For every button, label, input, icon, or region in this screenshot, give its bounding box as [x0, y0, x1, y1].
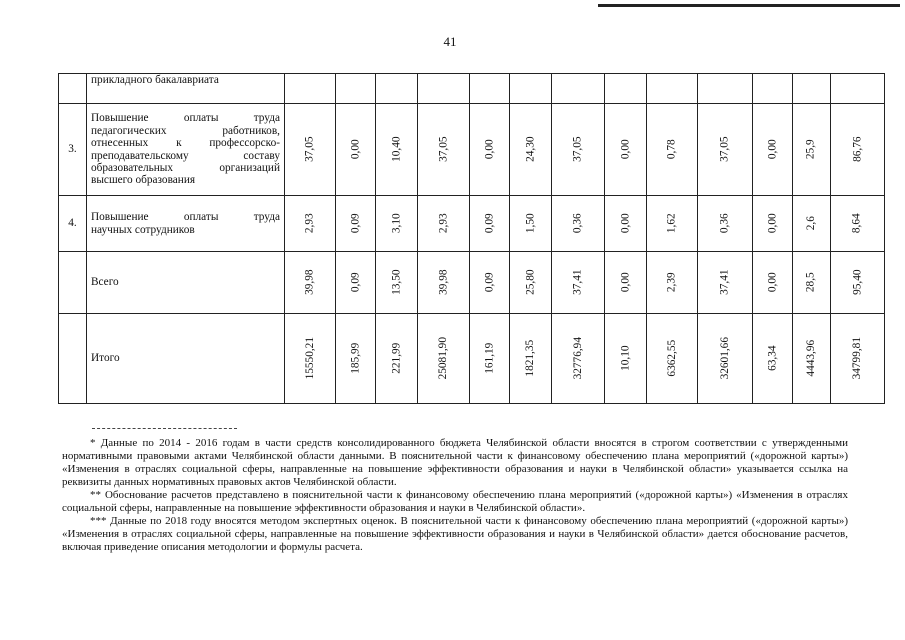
- value-cell: [470, 252, 510, 314]
- row-name-line: высшего образования: [91, 174, 196, 187]
- value-cell: [418, 104, 470, 196]
- row-name-cell: [87, 104, 285, 196]
- value-text: 28,5: [805, 272, 818, 293]
- value-text: 39,98: [303, 269, 316, 296]
- top-border-line: [598, 4, 900, 7]
- value-cell: [698, 314, 753, 404]
- value-text: 1821,35: [524, 340, 537, 377]
- row-number-cell: [59, 252, 87, 314]
- row-name-line: научных сотрудников: [91, 223, 195, 236]
- value-text: 0,00: [766, 272, 779, 293]
- value-cell: [336, 196, 376, 252]
- value-text: 0,09: [349, 272, 362, 293]
- value-cell: [376, 104, 418, 196]
- finance-table: [58, 73, 885, 404]
- value-text: 25,9: [805, 139, 818, 160]
- row-number-cell: [59, 74, 87, 104]
- table-body: [59, 74, 885, 404]
- value-text: 25081,90: [437, 337, 450, 380]
- page-number: 41: [443, 34, 457, 49]
- value-cell: [510, 196, 552, 252]
- value-cell: [605, 104, 647, 196]
- value-cell: [793, 314, 831, 404]
- row-name-line: отнесенных к профессорско-: [91, 137, 280, 150]
- value-text: 37,41: [571, 269, 584, 296]
- row-name-line: Повышение оплаты труда: [91, 211, 280, 224]
- row-name-cell: Всего: [87, 252, 285, 314]
- value-text: 63,34: [766, 345, 779, 372]
- value-text: 3,10: [390, 213, 403, 234]
- value-cell: [647, 104, 698, 196]
- table-row: [59, 104, 885, 196]
- value-text: 13,50: [390, 269, 403, 296]
- value-text: 95,40: [851, 269, 864, 296]
- value-cell: [647, 314, 698, 404]
- row-name-line: образовательных организаций: [91, 161, 280, 174]
- row-name-cell: [87, 196, 285, 252]
- value-cell: [418, 314, 470, 404]
- value-cell: [830, 104, 884, 196]
- value-cell: [336, 314, 376, 404]
- value-text: 34799,81: [851, 337, 864, 380]
- value-text: 2,93: [437, 213, 450, 234]
- value-cell: [830, 314, 884, 404]
- value-cell: [552, 196, 605, 252]
- value-cell: [285, 104, 336, 196]
- value-text: 0,09: [483, 213, 496, 234]
- value-cell: [552, 104, 605, 196]
- value-cell: [336, 104, 376, 196]
- value-text: 0,78: [665, 139, 678, 160]
- footnotes: [62, 437, 848, 554]
- footnote-2: ** Обоснование расчетов представлено в пояснительной части к финансовому обеспечению плана мероприятий («дорожной карты») «Изменения в отраслях социальной сферы, направленные на повышение эффективности образования и науки в Челябинской области».: [62, 489, 848, 514]
- row-name-line: педагогических работников,: [91, 124, 280, 137]
- value-cell: [376, 252, 418, 314]
- value-cell: [510, 252, 552, 314]
- value-cell: [793, 252, 831, 314]
- row-number-cell: [59, 314, 87, 404]
- value-cell: [510, 104, 552, 196]
- value-cell: [793, 104, 831, 196]
- value-text: 2,39: [665, 272, 678, 293]
- table-row: [59, 252, 885, 314]
- value-cell: [753, 196, 793, 252]
- value-cell: [336, 252, 376, 314]
- value-cell: [605, 196, 647, 252]
- value-text: 37,41: [718, 269, 731, 296]
- value-text: 0,36: [718, 213, 731, 234]
- value-text: 37,05: [437, 136, 450, 163]
- value-text: 37,05: [571, 136, 584, 163]
- value-text: 1,50: [524, 213, 537, 234]
- value-text: 32601,66: [718, 337, 731, 380]
- table-row: [59, 196, 885, 252]
- value-cell: [647, 196, 698, 252]
- value-cell: [418, 252, 470, 314]
- value-cell: [376, 314, 418, 404]
- value-text: 0,36: [571, 213, 584, 234]
- row-number-cell: 3.: [59, 104, 87, 196]
- value-text: 6362,55: [665, 340, 678, 377]
- value-cell: [552, 252, 605, 314]
- value-cell: [830, 252, 884, 314]
- value-text: 25,80: [524, 269, 537, 296]
- value-cell: [605, 252, 647, 314]
- value-cell: [552, 314, 605, 404]
- value-cell: [753, 252, 793, 314]
- value-text: 0,00: [766, 213, 779, 234]
- value-cell: [376, 196, 418, 252]
- footnote-3: *** Данные по 2018 году вносятся методом экспертных оценок. В пояснительной части к финансовому обеспечению плана мероприятий («дорожной карты») «Изменения в отраслях социальной сферы, направленные на повышение эффективности образования и науки в Челябинской области» дается обоснование расчетов, включая приведение описания методологии и формулы расчета.: [62, 515, 848, 553]
- row-name-line: преподавательскому составу: [91, 149, 280, 162]
- value-text: 0,09: [349, 213, 362, 234]
- value-text: 39,98: [437, 269, 450, 296]
- table-row-continuation: [59, 74, 885, 104]
- value-text: 0,00: [766, 139, 779, 160]
- row-name-cell: Итого: [87, 314, 285, 404]
- value-text: 8,64: [851, 213, 864, 234]
- footnote-separator: [92, 428, 237, 429]
- value-cell: [470, 104, 510, 196]
- value-cell: [285, 196, 336, 252]
- value-cell: [753, 104, 793, 196]
- value-cell: [698, 104, 753, 196]
- value-text: 0,00: [483, 139, 496, 160]
- value-text: 37,05: [718, 136, 731, 163]
- value-text: 185,99: [349, 342, 362, 375]
- value-text: 32776,94: [571, 337, 584, 380]
- value-cell: [605, 314, 647, 404]
- value-cell: [470, 196, 510, 252]
- value-text: 0,00: [619, 272, 632, 293]
- value-text: 10,10: [619, 345, 632, 372]
- value-cell: [753, 314, 793, 404]
- value-cell: [793, 196, 831, 252]
- value-cell: [830, 196, 884, 252]
- value-text: 0,00: [349, 139, 362, 160]
- value-text: 10,40: [390, 136, 403, 163]
- value-text: 2,93: [303, 213, 316, 234]
- value-text: 161,19: [483, 342, 496, 375]
- value-cell: [285, 314, 336, 404]
- value-text: 1,62: [665, 213, 678, 234]
- value-cell: [698, 196, 753, 252]
- value-cell: [510, 314, 552, 404]
- value-cell: [470, 314, 510, 404]
- footnote-1: * Данные по 2014 - 2016 годам в части средств консолидированного бюджета Челябинской области вносятся в строгом соответствии с утвержденными нормативными правовыми актами Челябинской области данными. В пояснительной части к финансовому обеспечению плана мероприятий («дорожной карты») «Изменения в отраслях социальной сферы, направленные на повышение эффективности образования и науки в Челябинской области» указывается ссылка на реквизиты данных нормативных правовых актов Челябинской области.: [62, 437, 848, 488]
- value-cell: [418, 196, 470, 252]
- value-text: 0,09: [483, 272, 496, 293]
- value-text: 15550,21: [303, 337, 316, 380]
- value-text: 24,30: [524, 136, 537, 163]
- value-text: 4443,96: [805, 340, 818, 377]
- value-cell: [647, 252, 698, 314]
- row-number-cell: 4.: [59, 196, 87, 252]
- value-text: 86,76: [851, 136, 864, 163]
- value-cell: [285, 252, 336, 314]
- value-text: 37,05: [303, 136, 316, 163]
- table-row: [59, 314, 885, 404]
- value-text: 0,00: [619, 213, 632, 234]
- value-text: 0,00: [619, 139, 632, 160]
- value-text: 2,6: [805, 216, 818, 231]
- row-name-line: Повышение оплаты труда: [91, 112, 280, 125]
- value-cell: [698, 252, 753, 314]
- value-text: 221,99: [390, 342, 403, 375]
- row-name-cell: прикладного бакалавриата: [87, 74, 285, 104]
